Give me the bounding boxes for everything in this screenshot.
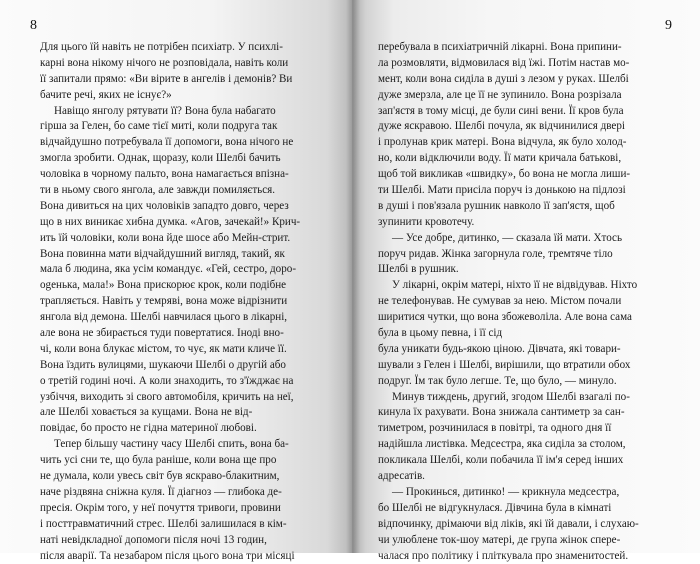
left-page-text-line: о третій годині ночі. А коли знаходить, то з'їжджає на (40, 374, 326, 390)
right-page-text-line: і пролунав крик матері. Вона відчула, як було холод- (378, 135, 672, 151)
right-page-text-line: бо Шелбі не відгукнулася. Дівчина була в кімнаті (378, 501, 672, 517)
left-page-text-line: і посттравматичний стрес. Шелбі залишилася в кім- (40, 517, 326, 533)
left-page-text-line: мала б людина, яка усім командує. «Гей, сестро, доро- (40, 262, 326, 278)
left-page-text-line: чі, коли вона блукає містом, то чує, як мати кличе її. (40, 342, 326, 358)
left-page-text-line: наче різдвяна сніжна куля. Її діагноз — глибока де- (40, 485, 326, 501)
right-page-text-line: Шелбі в рушник. (378, 262, 672, 278)
left-page-text-line: карні вона нікому нічого не розповідала, навіть коли (40, 56, 326, 72)
right-page-text-line: адресатів. (378, 469, 672, 485)
right-page-text-line: мент, коли вона сиділа в душі з лезом у руках. Шелбі (378, 72, 672, 88)
right-page-text-line: ширитися чутки, що вона збожеволіла. Але вона сама (378, 310, 672, 326)
left-page-text-line: чить усі сни те, що була раніше, коли вона ще про (40, 453, 326, 469)
left-page-text-line: чоловіка в чорному пальто, вона намагається впізна- (40, 167, 326, 183)
right-page-text-line: надійшла листівка. Медсестра, яка сиділа за столом, (378, 437, 672, 453)
right-page-text-line: шували з Гелен і Шелбі, вирішили, що втратили обох (378, 358, 672, 374)
left-page-text-line: її запитали прямо: «Ви вірите в ангелів і демонів? Ви (40, 72, 326, 88)
right-page-text-line: покликала Шелбі, коли побачила її ім'я серед інших (378, 453, 672, 469)
left-page-text-line: Тепер більшу частину часу Шелбі спить, вона ба- (40, 437, 326, 453)
left-page-text-line: ogенька, мала!» Вона прискорює крок, коли подібне (40, 278, 326, 294)
left-page-text-line: наті невідкладної допомоги після ночі 13 годин, (40, 533, 326, 549)
page-number-right: 9 (665, 18, 672, 34)
right-page-text-line: зап'ястя в тому місці, де були сині вени. Її кров була (378, 104, 672, 120)
right-page-text-line: перебувала в психіатричній лікарні. Вона припини- (378, 40, 672, 56)
right-page-text-line: чи улюблене ток-шоу матері, де група жінок спере- (378, 533, 672, 549)
right-page-text-line: в душі і пов'язала рушник навколо її зап'ястя, щоб (378, 199, 672, 215)
left-page-text-line: бачите речі, яких не існує?» (40, 88, 326, 104)
left-page-text-line: після аварії. Та незабаром після цього вона три місяці (40, 549, 326, 564)
right-page-text-line: подруг. Їм так було легше. Те, що було, — минуло. (378, 374, 672, 390)
page-number-left: 8 (30, 18, 37, 34)
right-page-text-line: була уникати будь-якою ціною. Дівчата, які товари- (378, 342, 672, 358)
left-page-text-line: повідає, бо просто не гідна материної любові. (40, 421, 326, 437)
right-page-text-line: зупинити кровотечу. (378, 215, 672, 231)
left-page-text-line: не думала, коли увесь світ був яскраво-блакитним, (40, 469, 326, 485)
left-page-text-line: гірша за Гелен, бо саме тієї миті, коли подруга так (40, 119, 326, 135)
right-page-text-line: була в цьому певна, і її сід (378, 326, 672, 342)
left-page-text-line: ти в ньому свого янгола, але завжди помиляється. (40, 183, 326, 199)
right-page-text-line: ти Шелбі. Мати присіла поруч із донькою на підлозі (378, 183, 672, 199)
book-gutter (346, 0, 360, 553)
left-page-text-line: відчайдушно потребувала її допомоги, вона нічого не (40, 135, 326, 151)
right-page-text-line: но, коли відключили воду. Її мати кричала батькові, (378, 151, 672, 167)
left-page (0, 0, 352, 553)
left-page-text-line: Вона повинна мати відчайдушний вигляд, такий, як (40, 247, 326, 263)
right-page-text-line: кинула їх рахувати. Вона знижала сантиметр за сан- (378, 405, 672, 421)
right-page-text-line: — Прокинься, дитинко! — крикнула медсестра, (378, 485, 672, 501)
right-page-text-line: дуже змерзла, але це її не зупинило. Вона розрізала (378, 88, 672, 104)
right-page-text-line: відпочинку, дрімаючи від ліків, які їй давали, і слухаю- (378, 517, 672, 533)
right-page-text-line: чалася про політику і пліткувала про знаменитостей. (378, 549, 672, 564)
left-page-text-line: ить їй чоловіки, коли вона йде шосе або Мейн-стрит. (40, 231, 326, 247)
right-page-text-line: дуже яскравою. Шелбі почула, як відчинилися двері (378, 119, 672, 135)
left-page-text (40, 40, 326, 564)
right-page-text-line: щоб той викликав «швидку», бо вона не могла лиши- (378, 167, 672, 183)
left-page-text-line: Вона їздить вулицями, шукаючи Шелбі о другій або (40, 358, 326, 374)
right-page-text-line: — Усе добре, дитинко, — сказала їй мати. Хтось (378, 231, 672, 247)
right-page-text-line: поруч ридав. Жінка загорнула голе, тремтяче тіло (378, 247, 672, 263)
left-page-text-line: пресія. Окрім того, у неї почуття тривоги, провини (40, 501, 326, 517)
right-page-text-line: тиметром, розчинилася в повітрі, та одного дня її (378, 421, 672, 437)
left-page-text-line: але Шелбі ховається за кущами. Вона не від- (40, 405, 326, 421)
right-page-text (378, 40, 672, 564)
left-page-text-line: трапляється. Навіть у темряві, вона може відрізнити (40, 294, 326, 310)
right-page-text-line: не телефонував. Не сумував за нею. Містом почали (378, 294, 672, 310)
right-page-text-line: Минув тиждень, другий, згодом Шелбі взагалі по- (378, 390, 672, 406)
left-page-text-line: що в них виникає хибна думка. «Агов, зачекай!» Крич- (40, 215, 326, 231)
left-page-text-line: Вона дивиться на цих чоловіків западто довго, через (40, 199, 326, 215)
left-page-text-line: але вона не збирається туди повертатися. Іноді вно- (40, 326, 326, 342)
left-page-text-line: Для цього їй навіть не потрібен психіатр. У психлі- (40, 40, 326, 56)
left-page-text-line: янгола від демона. Шелбі навчилася цього в лікарні, (40, 310, 326, 326)
left-page-text-line: Навіщо янголу рятувати її? Вона була набагато (40, 104, 326, 120)
left-page-text-line: узбіччя, виходить зі свого автомобіля, кричить на неї, (40, 390, 326, 406)
right-page-text-line: У лікарні, окрім матері, ніхто її не відвідував. Ніхто (378, 278, 672, 294)
right-page (352, 0, 700, 553)
left-page-text-line: змогла зробити. Однак, щоразу, коли Шелбі бачить (40, 151, 326, 167)
right-page-text-line: ла розмовляти, відмовилася від їжі. Потім настав мо- (378, 56, 672, 72)
